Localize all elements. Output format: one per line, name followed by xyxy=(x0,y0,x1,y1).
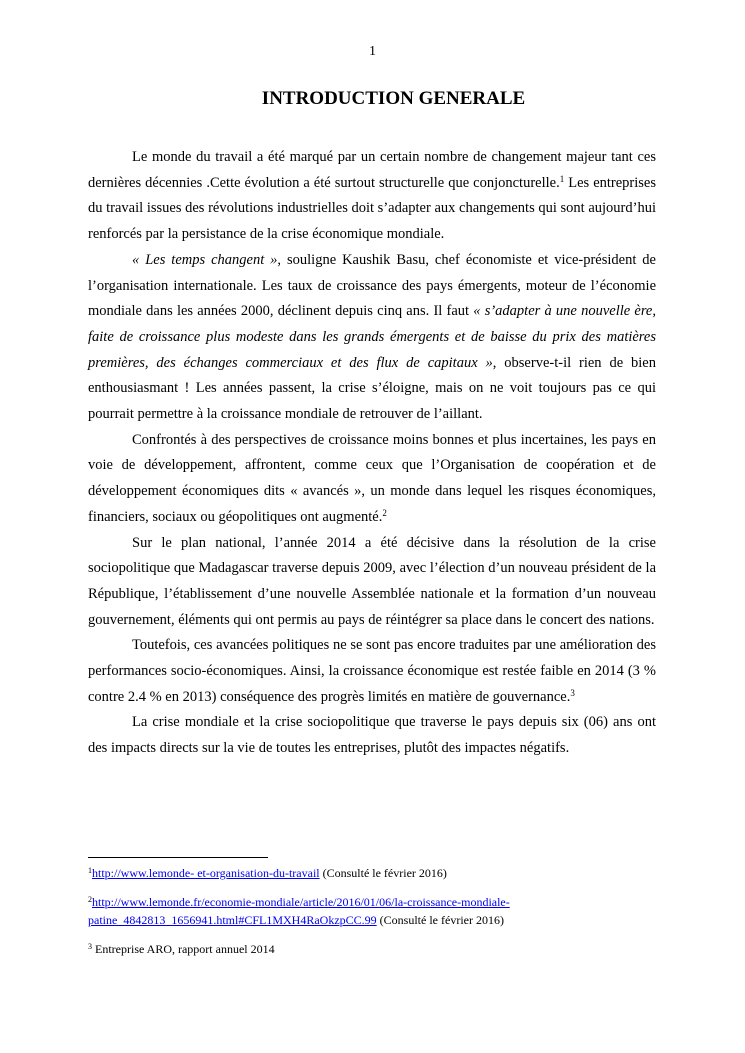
paragraph-5 xyxy=(88,633,656,710)
paragraph-text: Les entreprises du travail issues des révolutions industrielles doit s’adapter aux changements qui sont aujourd’hui renforcés par la persistance de la crise économique mondiale. xyxy=(88,174,656,243)
footnote-separator xyxy=(88,857,268,858)
paragraph-1 xyxy=(88,145,656,248)
footnotes xyxy=(88,864,656,969)
body-text xyxy=(88,145,656,762)
paragraph-text: , souligne Kaushik Basu, chef économiste et vice-président de l’organisation internationale. Les taux de croissance des pays émergents, moteur de l’économie mondiale dans les années 2000, déclinent depuis cinq ans. Il faut xyxy=(88,251,656,320)
footnote-ref: 1 xyxy=(559,173,565,184)
quote: « Les temps changent » xyxy=(132,251,278,268)
footnote-2 xyxy=(88,893,656,929)
page-title: INTRODUCTION GENERALE xyxy=(261,88,526,109)
footnote-ref: 3 xyxy=(570,687,575,698)
paragraph-6 xyxy=(88,710,656,761)
footnote-mark: 2 xyxy=(88,895,92,904)
paragraph-4 xyxy=(88,531,656,634)
paragraph-text: Le monde du travail a été marqué par un certain nombre de changement majeur tant ces dernières décennies .Cette évolution a été surtout structurelle que conjoncturelle. xyxy=(88,149,656,191)
paragraph-text: , observe-t-il rien de bien enthousiasmant ! Les années passent, la crise s’éloigne, mais on ne voit toujours pas ce qui pourrait permettre à la croissance mondiale de retrouver de l’aillant. xyxy=(88,354,656,423)
page-number: 1 xyxy=(369,44,376,59)
footnote-mark: 3 xyxy=(88,942,92,951)
paragraph-text: Toutefois, ces avancées politiques ne se sont pas encore traduites par une amélioration des performances socio-économiques. Ainsi, la croissance économique est restée faible en 2014 (3 % contre 2.4 % en 2013) conséquence des progrès limités en matière de gouvernance. xyxy=(88,637,656,705)
footnote-ref: 2 xyxy=(382,507,387,518)
paragraph-2 xyxy=(88,248,656,428)
footnote-1 xyxy=(88,864,656,882)
paragraph-text: Confrontés à des perspectives de croissance moins bonnes et plus incertaines, les pays en voie de développement, affrontent, comme ceux que l’Organisation de coopération et de développement économiques dits « avancés », un monde dans lequel les risques économiques, financiers, sociaux ou géopolitiques ont augmenté. xyxy=(88,431,656,525)
footnote-link[interactable]: http://www.lemonde.fr/economie-mondiale/article/2016/01/06/la-croissance-mondiale-patine_4842813_1656941.html#CFL1MXH4RaOkzpCC.99 xyxy=(88,895,510,927)
paragraph-text: Sur le plan national, l’année 2014 a été décisive dans la résolution de la crise sociopolitique que Madagascar traverse depuis 2009, avec l’élection d’un nouveau président de la République, l’établissement d’une nouvelle Assemblée nationale et la formation d’un nouveau gouvernement, éléments qui ont permis au pays de réintégrer sa place dans le concert des nations. xyxy=(88,534,656,628)
paragraph-text: La crise mondiale et la crise sociopolitique que traverse le pays depuis six (06) ans ont des impacts directs sur la vie de toutes les entreprises, plutôt des impactes négatifs. xyxy=(88,714,656,757)
footnote-text: (Consulté le février 2016) xyxy=(319,866,447,880)
footnote-link[interactable]: http://www.lemonde- et-organisation-du-travail xyxy=(92,866,320,880)
paragraph-3 xyxy=(88,428,656,531)
quote: « s’adapter à une nouvelle ère, faite de croissance plus modeste dans les grands émergents et de baisse du prix des matières premières, des échanges commerciaux et des flux de capitaux » xyxy=(88,303,656,371)
footnote-3 xyxy=(88,940,656,958)
footnote-text: (Consulté le février 2016) xyxy=(376,913,504,927)
footnote-text: Entreprise ARO, rapport annuel 2014 xyxy=(92,942,275,956)
footnote-mark: 1 xyxy=(88,866,92,875)
